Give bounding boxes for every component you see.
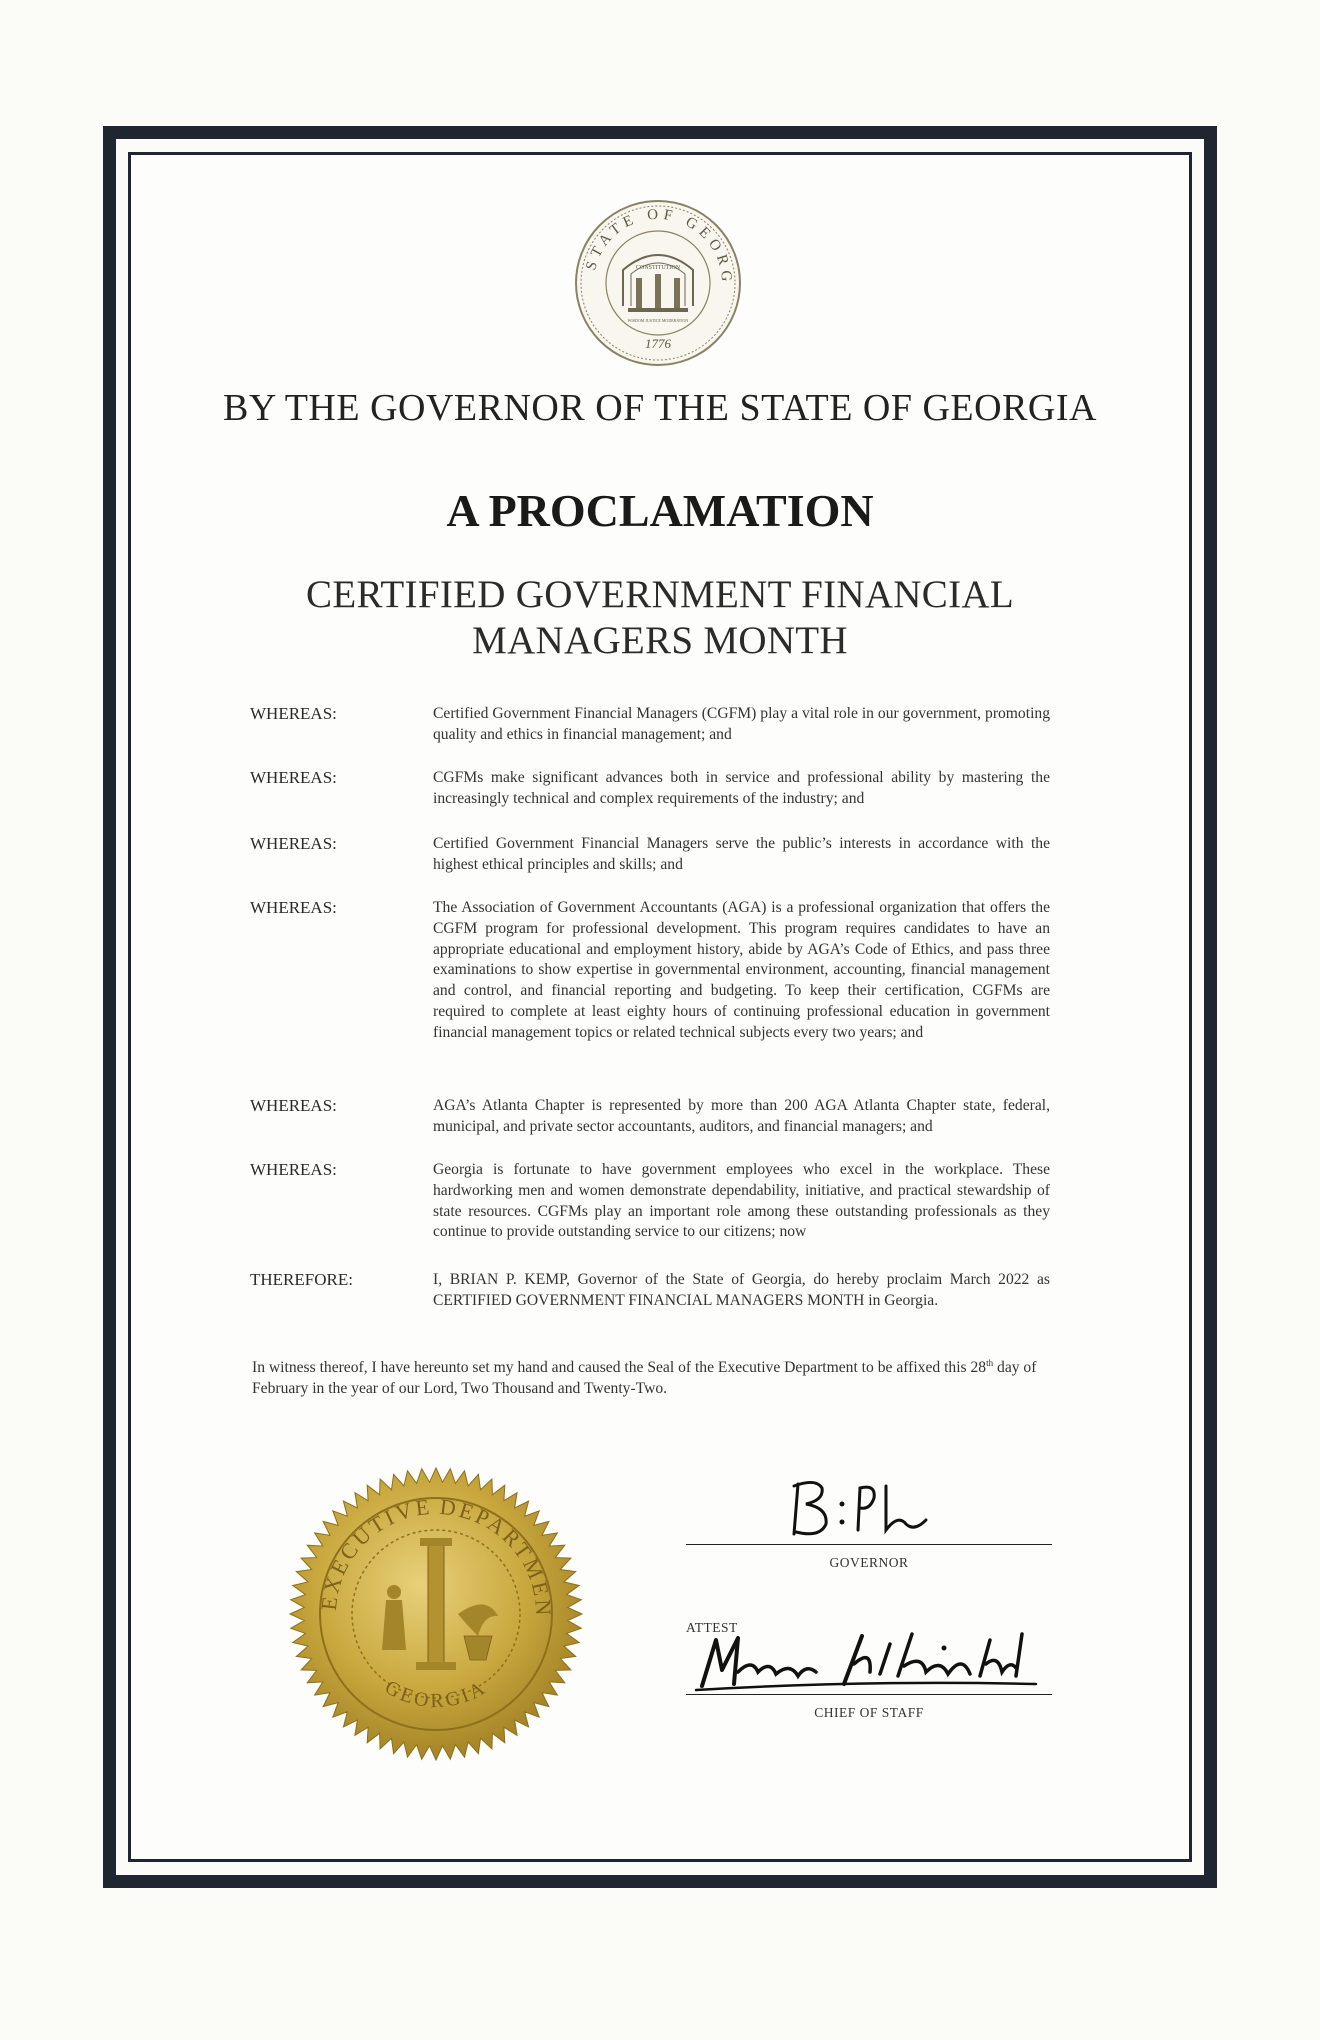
- clause-text: AGA’s Atlanta Chapter is represented by more than 200 AGA Atlanta Chapter state, federal, municipal, and private sector accountants, auditors, and financial managers; and: [433, 1097, 1050, 1135]
- gold-seal-text-right: DEPARTMEN: [438, 1493, 557, 1619]
- executive-department-gold-seal: [286, 1464, 586, 1764]
- georgia-state-seal: [573, 198, 743, 368]
- governor-signature-line: [686, 1544, 1052, 1545]
- clause-text: Certified Government Financial Managers (CGFM) play a vital role in our government, promoting quality and ethics in financial management; and: [433, 705, 1050, 743]
- clause-label: WHEREAS:: [250, 1096, 337, 1115]
- governor-signature: [686, 1466, 1052, 1551]
- chief-of-staff-signature-line: [686, 1694, 1052, 1695]
- clause-label: WHEREAS:: [250, 834, 337, 853]
- clause-label: WHEREAS:: [250, 1160, 337, 1179]
- chief-of-staff-caption: CHIEF OF STAFF: [814, 1705, 924, 1720]
- seal-year: 1776: [645, 336, 671, 351]
- clause-label: WHEREAS:: [250, 704, 337, 723]
- clause-text: Georgia is fortunate to have government employees who excel in the workplace. These hardworking men and women demonstrate dependability, initiative, and practical stewardship of state resources. CGFMs play an important role among these outstanding professionals as they continue to provide outstanding service to our citizens; now: [433, 1161, 1050, 1241]
- clause-text: I, BRIAN P. KEMP, Governor of the State of Georgia, do hereby proclaim March 2022 as CERTIFIED GOVERNMENT FINANCIAL MANAGERS MONTH in Georgia.: [433, 1271, 1050, 1309]
- clause-text: CGFMs make significant advances both in service and professional ability by mastering the increasingly technical and complex requirements of the industry; and: [433, 769, 1050, 807]
- governor-caption: GOVERNOR: [829, 1555, 909, 1570]
- seal-inner-text: CONSTITUTION: [636, 265, 680, 271]
- governor-heading: BY THE GOVERNOR OF THE STATE OF GEORGIA: [223, 387, 1097, 429]
- proclamation-subject: [210, 572, 1110, 664]
- witness-text-after: day of February in the year of our Lord, Two Thousand and Twenty-Two.: [252, 1359, 1037, 1397]
- subject-line-2: MANAGERS MONTH: [472, 619, 848, 662]
- clause-label: WHEREAS:: [250, 898, 337, 917]
- subject-line-1: CERTIFIED GOVERNMENT FINANCIAL: [306, 573, 1014, 616]
- seal-ring-text: STATE OF GEORG: [583, 206, 735, 287]
- clause-label: WHEREAS:: [250, 768, 337, 787]
- witness-text-before: In witness thereof, I have hereunto set my hand and caused the Seal of the Executive Department to be affixed this 28: [252, 1359, 987, 1377]
- witness-superscript: th: [986, 1358, 994, 1368]
- proclamation-title: A PROCLAMATION: [446, 485, 874, 536]
- gold-seal-text-bottom: GEORGIA: [381, 1676, 491, 1713]
- chief-of-staff-signature: [686, 1614, 1052, 1699]
- attest-label: ATTEST: [686, 1620, 738, 1635]
- seal-banner-text: WISDOM JUSTICE MODERATION: [627, 318, 689, 323]
- clause-text: Certified Government Financial Managers serve the public’s interests in accordance with the highest ethical principles and skills; and: [433, 835, 1050, 873]
- clause-text: The Association of Government Accountants (AGA) is a professional organization that offers the CGFM program for professional development. This program requires candidates to have an appropriate educational and employment history, abide by AGA’s Code of Ethics, and pass three examinations to show expertise in governmental environment, accounting, financial management and control, and financial reporting and budgeting. To keep their certification, CGFMs are required to complete at least eighty hours of continuing professional education in government financial management topics or related technical subjects every two years; and: [433, 899, 1050, 1041]
- gold-seal-text-left: EXECUTIVE: [315, 1493, 434, 1612]
- clause-label: THEREFORE:: [250, 1270, 353, 1289]
- witness-statement: [252, 1353, 1052, 1400]
